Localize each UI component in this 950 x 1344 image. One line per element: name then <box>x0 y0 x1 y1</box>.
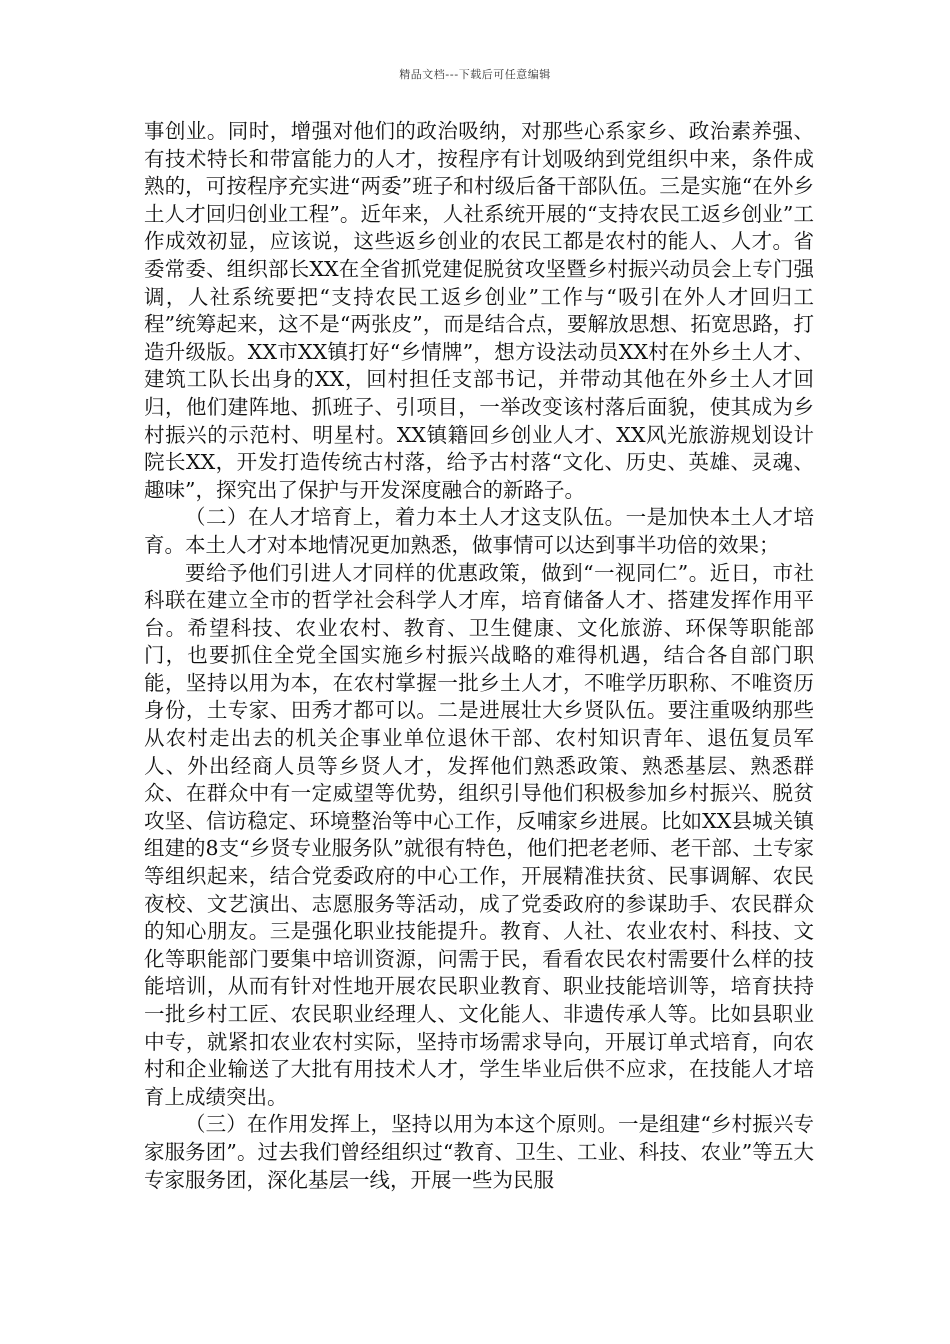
document-body <box>144 118 814 1194</box>
paragraph-talent-policy: 要给予他们引进人才同样的优惠政策，做到“一视同仁”。近日，市社科联在建立全市的哲学社会科学人才库，培育储备人才、搭建发挥作用平台。希望科技、农业农村、教育、卫生健康、文化旅游、环保等职能部门，也要抓住全党全国实施乡村振兴战略的难得机遇，结合各自部门职能，坚持以用为本，在农村掌握一批乡土人才，不唯学历职称、不唯资历身份，土专家、田秀才都可以。二是进展壮大乡贤队伍。要注重吸纳那些从农村走出去的机关企事业单位退休干部、农村知识青年、退伍复员军人、外出经商人员等乡贤人才，发挥他们熟悉政策、熟悉基层、熟悉群众、在群众中有一定威望等优势，组织引导他们积极参加乡村振兴、脱贫攻坚、信访稳定、环境整治等中心工作，反哺家乡进展。比如XX县城关镇组建的8支“乡贤专业服务队”就很有特色，他们把老老师、老干部、土专家等组织起来，结合党委政府的中心工作，开展精准扶贫、民事调解、农民夜校、文艺演出、志愿服务等活动，成了党委政府的参谋助手、农民群众的知心朋友。三是强化职业技能提升。教育、人社、农业农村、科技、文化等职能部门要集中培训资源，问需于民，看看农民农村需要什么样的技能培训，从而有针对性地开展农民职业教育、职业技能培训等，培育扶持一批乡村工匠、农民职业经理人、文化能人、非遗传承人等。比如县职业中专，就紧扣农业农村实际，坚持市场需求导向，开展订单式培育，向农村和企业输送了大批有用技术人才，学生毕业后供不应求，在技能人才培育上成绩突出。 <box>144 560 814 1109</box>
paragraph-section-three: （三）在作用发挥上，坚持以用为本这个原则。一是组建“乡村振兴专家服务团”。过去我们曾经组织过“教育、卫生、工业、科技、农业”等五大专家服务团，深化基层一线，开展一些为民服 <box>144 1112 814 1192</box>
page-header: 精品文档---下载后可任意编辑 <box>399 68 551 81</box>
paragraph-section-two: （二）在人才培育上，着力本土人才这支队伍。一是加快本土人才培育。本土人才对本地情况更加熟悉，做事情可以达到事半功倍的效果； <box>144 505 814 557</box>
paragraph-continuation: 事创业。同时，增强对他们的政治吸纳，对那些心系家乡、政治素养强、有技术特长和带富能力的人才，按程序有计划吸纳到党组织中来，条件成熟的，可按程序充实进“两委”班子和村级后备干部队伍。三是实施“在外乡土人才回归创业工程”。近年来，人社系统开展的“支持农民工返乡创业”工作成效初显，应该说，这些返乡创业的农民工都是农村的能人、人才。省委常委、组织部长XX在全省抓党建促脱贫攻坚暨乡村振兴动员会上专门强调，人社系统要把“支持农民工返乡创业”工作与“吸引在外人才回归工程”统筹起来，这不是“两张皮”，而是结合点，要解放思想、拓宽思路，打造升级版。XX市XX镇打好“乡情牌”，想方设法动员XX村在外乡土人才、建筑工队长出身的XX，回村担任支部书记，并带动其他在外乡土人才回归，他们建阵地、抓班子、引项目，一举改变该村落后面貌，使其成为乡村振兴的示范村、明星村。XX镇籍回乡创业人才、XX风光旅游规划设计院长XX，开发打造传统古村落，给予古村落“文化、历史、英雄、灵魂、趣味”，探究出了保护与开发深度融合的新路子。 <box>144 119 814 502</box>
